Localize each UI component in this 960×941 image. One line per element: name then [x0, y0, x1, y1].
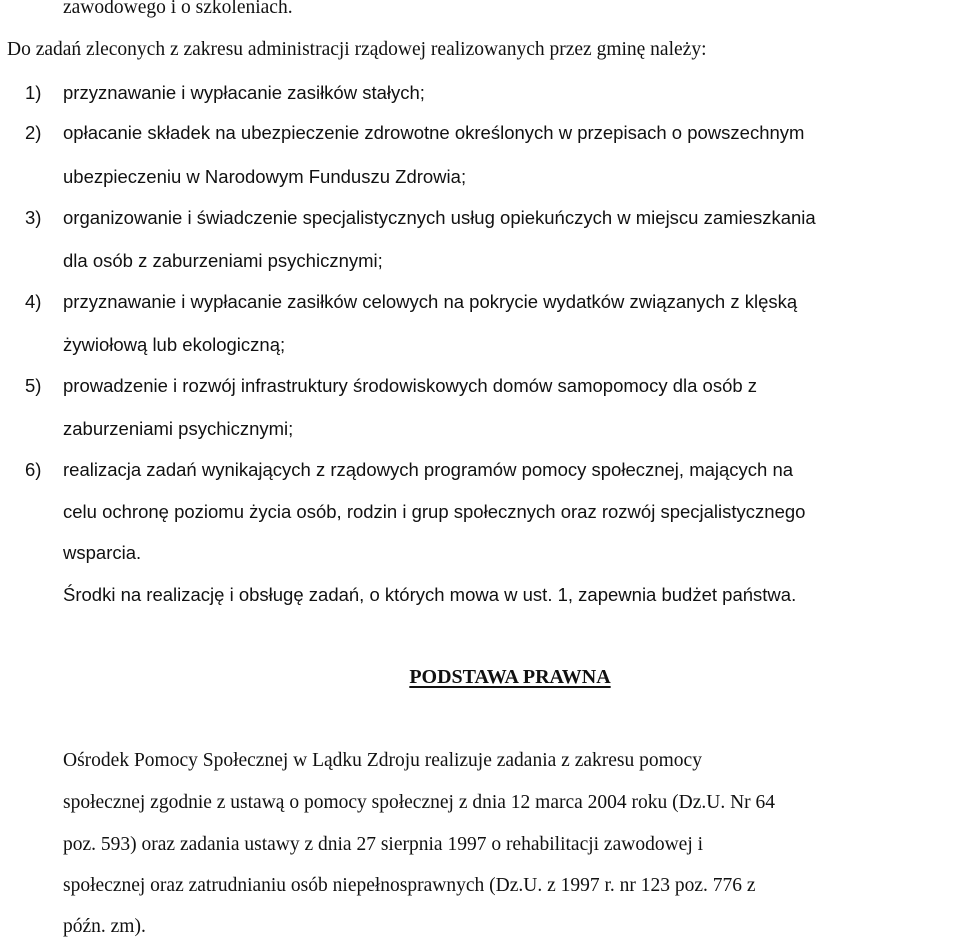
list-item-number: 4): [25, 291, 42, 312]
list-item-continuation: dla osób z zaburzeniami psychicznymi;: [63, 250, 383, 271]
list-item-continuation: żywiołową lub ekologiczną;: [63, 334, 286, 355]
list-item-text: opłacanie składek na ubezpieczenie zdrowotne określonych w przepisach o powszechnym: [63, 122, 805, 143]
funding-note-text: Środki na realizację i obsługę zadań, o których mowa w ust. 1, zapewnia budżet państwa.: [63, 584, 797, 605]
tasks-intro-text: Do zadań zleconych z zakresu administracji rządowej realizowanych przez gminę należy:: [7, 39, 707, 60]
list-item-continuation: ubezpieczeniu w Narodowym Funduszu Zdrowia;: [63, 166, 467, 187]
list-item-number: 1): [25, 82, 42, 103]
list-item-text: prowadzenie i rozwój infrastruktury środowiskowych domów samopomocy dla osób z: [63, 375, 758, 396]
list-item-number: 3): [25, 207, 42, 228]
list-item-text: organizowanie i świadczenie specjalistycznych usług opiekuńczych w miejscu zamieszkania: [63, 207, 816, 228]
list-item-continuation: celu ochronę poziomu życia osób, rodzin i grup społecznych oraz rozwój specjalistycznego: [63, 501, 806, 522]
list-item-text: przyznawanie i wypłacanie zasiłków celowych na pokrycie wydatków związanych z klęską: [63, 291, 798, 312]
list-item-continuation: wsparcia.: [63, 542, 142, 563]
list-item-text: realizacja zadań wynikających z rządowych programów pomocy społecznej, mających na: [63, 459, 794, 480]
legal-basis-heading: [0, 665, 960, 689]
list-item-number: 6): [25, 459, 42, 480]
list-item-number: 2): [25, 122, 42, 143]
legal-basis-line: Ośrodek Pomocy Społecznej w Lądku Zdroju realizuje zadania z zakresu pomocy: [63, 750, 702, 771]
legal-basis-line: społecznej oraz zatrudnianiu osób niepełnosprawnych (Dz.U. z 1997 r. nr 123 poz. 776 z: [63, 875, 756, 896]
legal-basis-heading-text: PODSTAWA PRAWNA: [409, 666, 611, 688]
intro-tail-text: zawodowego i o szkoleniach.: [63, 0, 293, 18]
legal-basis-line: społecznej zgodnie z ustawą o pomocy społecznej z dnia 12 marca 2004 roku (Dz.U. Nr 64: [63, 792, 776, 813]
legal-basis-line: poz. 593) oraz zadania ustawy z dnia 27 sierpnia 1997 o rehabilitacji zawodowej i: [63, 834, 704, 855]
list-item-number: 5): [25, 375, 42, 396]
legal-basis-line: późn. zm).: [63, 916, 146, 937]
list-item-continuation: zaburzeniami psychicznymi;: [63, 418, 294, 439]
list-item-text: przyznawanie i wypłacanie zasiłków stałych;: [63, 82, 425, 103]
